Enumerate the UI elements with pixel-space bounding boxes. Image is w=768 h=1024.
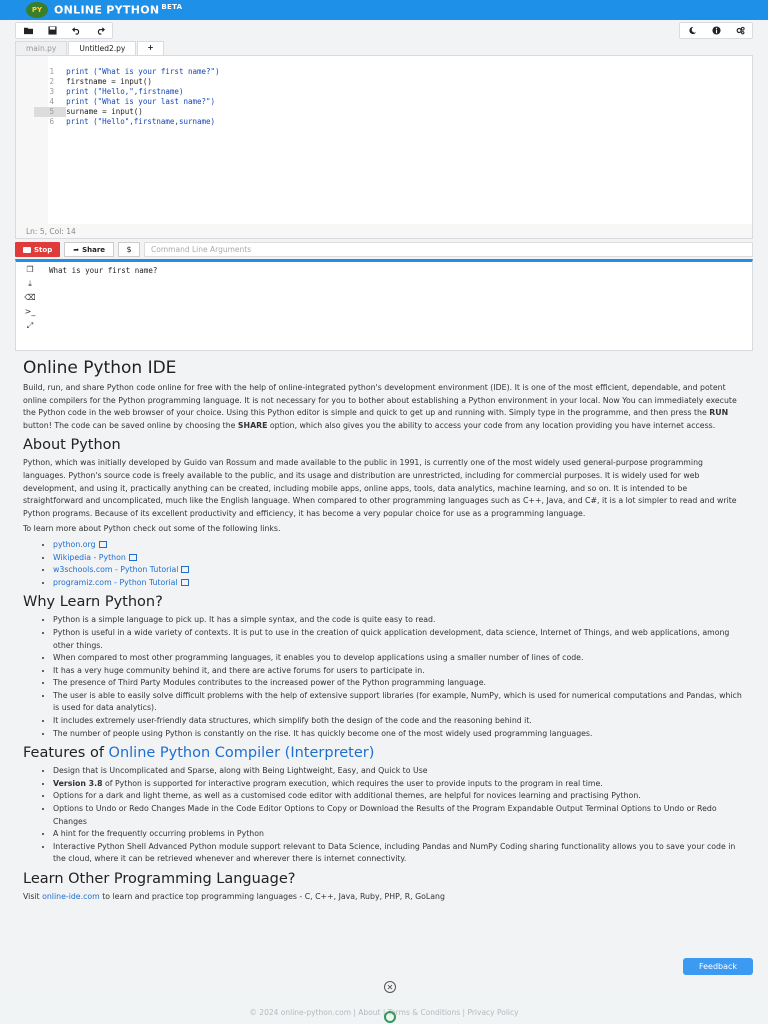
list-item xyxy=(53,778,748,791)
list-item: • Options to Undo or Redo Changes Made in the Code Editor Options to Copy or Download the Results of the Program Expandable Output Terminal Options to Undo or Redo Changes xyxy=(53,803,748,828)
resource-links-list xyxy=(53,539,748,589)
page-footer: © 2024 online-python.com | About | Terms & Conditions | Privacy Policy xyxy=(249,1008,519,1017)
intro-text-c: option, which also gives you the ability to access your code from any location providing you have internet access. xyxy=(267,420,716,430)
features-list xyxy=(53,765,748,866)
copy-icon[interactable]: ❐ xyxy=(26,265,34,274)
clear-icon[interactable]: ⌫ xyxy=(24,293,36,302)
other-languages-text xyxy=(23,891,748,904)
other-text-b: to learn and practice top programming languages - C, C++, Java, Ruby, PHP, R, GoLang xyxy=(99,892,445,901)
list-item: • The user is able to easily solve difficult problems with the help of extensive support libraries (for example, NumPy, which is used for numerical computations and Pandas, which is used for data analytics). xyxy=(53,690,748,715)
list-item xyxy=(53,539,748,552)
run-actions-row xyxy=(15,242,753,257)
list-item xyxy=(53,577,748,590)
intro-run-word: RUN xyxy=(709,408,729,418)
why-learn-list xyxy=(53,614,748,740)
intro-text-a: Build, run, and share Python code online for free with the help of online-integrated python's development environment (IDE). It is one of the most efficient, dependable, and potent online compilers for the Python programming language. It is not necessary for you to bother about establishing a Python environment in your local. Now You can immediately execute the Python code in the web browser of your choice. Using this Python editor is simple and quick to get up and running with. Simply type in the programme, and then press the xyxy=(23,383,737,418)
stop-button[interactable] xyxy=(15,242,60,257)
ad-logo-icon xyxy=(384,1011,396,1023)
online-ide-link[interactable]: online-ide.com xyxy=(42,892,100,901)
expand-icon[interactable]: ⤢ xyxy=(26,321,34,330)
tab-untitled2-py[interactable]: Untitled2.py xyxy=(68,41,136,55)
settings-icon[interactable] xyxy=(728,23,752,38)
line-number: 2 xyxy=(49,77,55,86)
command-args-toggle[interactable]: $ xyxy=(118,242,140,257)
list-item: • The presence of Third Party Modules contributes to the increased power of the Python programming language. xyxy=(53,677,748,690)
code-line[interactable] xyxy=(16,87,752,106)
list-item: • When compared to most other programming languages, it enables you to develop applications using a smaller number of lines of code. xyxy=(53,652,748,665)
about-python-heading: About Python xyxy=(23,437,121,454)
code-text: print ("What is your first name?") xyxy=(66,67,220,76)
list-item: • Python is a simple language to pick up. It has a simple syntax, and the code is quite easy to read. xyxy=(53,614,748,627)
tab-main-py[interactable]: main.py xyxy=(15,41,67,55)
link-python-org[interactable]: python.org xyxy=(53,539,96,549)
line-number: 5 xyxy=(34,107,66,117)
list-item: • Interactive Python Shell Advanced Python module support relevant to Data Science, including Pandas and NumPy Coding sharing functionality allows you to save your code in the cloud, where it can be retrieved whenever and wherever there is internet connectivity. xyxy=(53,841,748,866)
share-label: Share xyxy=(82,245,106,254)
line-number: 6 xyxy=(49,117,55,126)
undo-icon[interactable] xyxy=(64,23,88,38)
redo-icon[interactable] xyxy=(88,23,112,38)
add-tab-button[interactable]: + xyxy=(137,41,163,55)
link-wikipedia-python[interactable]: Wikipedia - Python xyxy=(53,552,126,562)
list-item: • Options for a dark and light theme, as well as a customised code editor with additional themes, are helpful for novices learning and practising Python. xyxy=(53,790,748,803)
download-icon[interactable]: ⤓ xyxy=(28,279,32,288)
share-icon: ➦ xyxy=(73,245,80,254)
page-content xyxy=(23,358,748,907)
page-title: Online Python IDE xyxy=(23,358,177,378)
external-link-icon xyxy=(181,566,189,573)
command-line-arguments-input[interactable] xyxy=(144,242,753,257)
console-toolbar xyxy=(16,262,44,350)
code-text: firstname = input() xyxy=(66,77,152,86)
features-heading-link[interactable]: Online Python Compiler (Interpreter) xyxy=(108,745,375,762)
external-link-icon xyxy=(99,541,107,548)
about-python-paragraph: Python, which was initially developed by Guido van Rossum and made available to the public in 1991, is currently one of the most widely used general-purpose programming languages. Python's source code is freely available to the public, and its usage and distribution are unrestricted, including for commercial purposes. It is widely used for web development, and using it, practically anything can be created, including mobile apps, online apps, tools, data analytics, machine learning, and so on. It is intended to be straightforward and uncomplicated, much like the English language. When compared to other programming languages such as C++, Java, and C#, it is a lot simpler to read and write Python programs. Because of its excellent productivity and efficiency, it has become a very popular choice for use as a programming language. xyxy=(23,458,737,518)
list-item xyxy=(53,552,748,565)
line-number: 4 xyxy=(49,97,55,106)
list-item: • Python is useful in a wide variety of contexts. It is put to use in the creation of quick application development, data science, Internet of Things, and web applications, among other things. xyxy=(53,627,748,652)
code-line[interactable] xyxy=(16,107,752,126)
list-item: • It includes extremely user-friendly data structures, which simplify both the design of the code and the reasoning behind it. xyxy=(53,715,748,728)
why-learn-heading: Why Learn Python? xyxy=(23,594,163,611)
logo-text: PY xyxy=(31,6,43,14)
cursor-position-status: Ln: 5, Col: 14 xyxy=(16,224,752,238)
info-icon[interactable] xyxy=(704,23,728,38)
list-item: • Design that is Uncomplicated and Sparse, along with Being Lightweight, Easy, and Quick to Use xyxy=(53,765,748,778)
feedback-button[interactable]: Feedback xyxy=(683,958,753,975)
site-title[interactable] xyxy=(54,3,182,17)
line-number: 3 xyxy=(49,87,55,96)
view-actions-group xyxy=(679,22,753,39)
python-logo-icon[interactable] xyxy=(26,2,48,18)
close-ad-icon[interactable]: ✕ xyxy=(384,981,396,993)
share-button[interactable] xyxy=(64,242,114,257)
code-text: print ("Hello",firstname,surname) xyxy=(66,117,216,126)
line-number: 1 xyxy=(49,67,55,76)
intro-text-b: button! The code can be saved online by choosing the xyxy=(23,420,238,430)
features-heading xyxy=(23,745,748,761)
code-line[interactable] xyxy=(16,57,752,76)
stop-icon xyxy=(23,247,31,253)
version-text: of Python is supported for interactive program execution, which requires the user to provide inputs to the program in real time. xyxy=(102,778,603,788)
code-line-active[interactable] xyxy=(16,97,752,116)
list-item: • The number of people using Python is constantly on the rise. It has quickly become one of the most widely used programming languages. xyxy=(53,728,748,741)
external-link-icon xyxy=(129,554,137,561)
other-text-a: Visit xyxy=(23,892,43,901)
console-output-text: What is your first name? xyxy=(49,266,158,275)
code-text: surname = input() xyxy=(66,107,143,116)
intro-share-word: SHARE xyxy=(237,420,268,430)
external-link-icon xyxy=(181,579,189,586)
beta-badge: BETA xyxy=(161,3,183,12)
code-editor[interactable] xyxy=(15,55,753,239)
list-item: • It has a very huge community behind it, and there are active forums for users to participate in. xyxy=(53,665,748,678)
open-folder-icon[interactable] xyxy=(16,23,40,38)
code-text: print ("Hello,",firstname) xyxy=(66,87,184,96)
code-line[interactable] xyxy=(16,77,752,96)
link-programiz[interactable]: programiz.com - Python Tutorial xyxy=(53,577,178,587)
terminal-icon[interactable]: >_ xyxy=(24,307,36,316)
features-heading-text: Features of xyxy=(23,745,109,762)
editor-toolbar xyxy=(15,22,753,39)
intro-paragraph xyxy=(23,382,748,432)
site-title-text: ONLINE PYTHON xyxy=(54,3,160,17)
dark-mode-icon[interactable] xyxy=(680,23,704,38)
file-actions-group xyxy=(15,22,113,39)
file-tabs xyxy=(15,41,165,55)
save-icon[interactable] xyxy=(40,23,64,38)
top-navbar xyxy=(0,0,768,20)
output-console[interactable] xyxy=(15,259,753,351)
learn-more-text: To learn more about Python check out some of the following links. xyxy=(23,524,281,534)
version-label: Version 3.8 xyxy=(53,778,103,788)
stop-label: Stop xyxy=(34,245,53,254)
link-w3schools[interactable]: w3schools.com - Python Tutorial xyxy=(53,565,179,575)
code-line[interactable] xyxy=(16,67,752,86)
list-item xyxy=(53,564,748,577)
code-text: print ("What is your last name?") xyxy=(66,97,216,106)
other-languages-heading: Learn Other Programming Language? xyxy=(23,871,296,887)
list-item: • A hint for the frequently occurring problems in Python xyxy=(53,828,748,841)
